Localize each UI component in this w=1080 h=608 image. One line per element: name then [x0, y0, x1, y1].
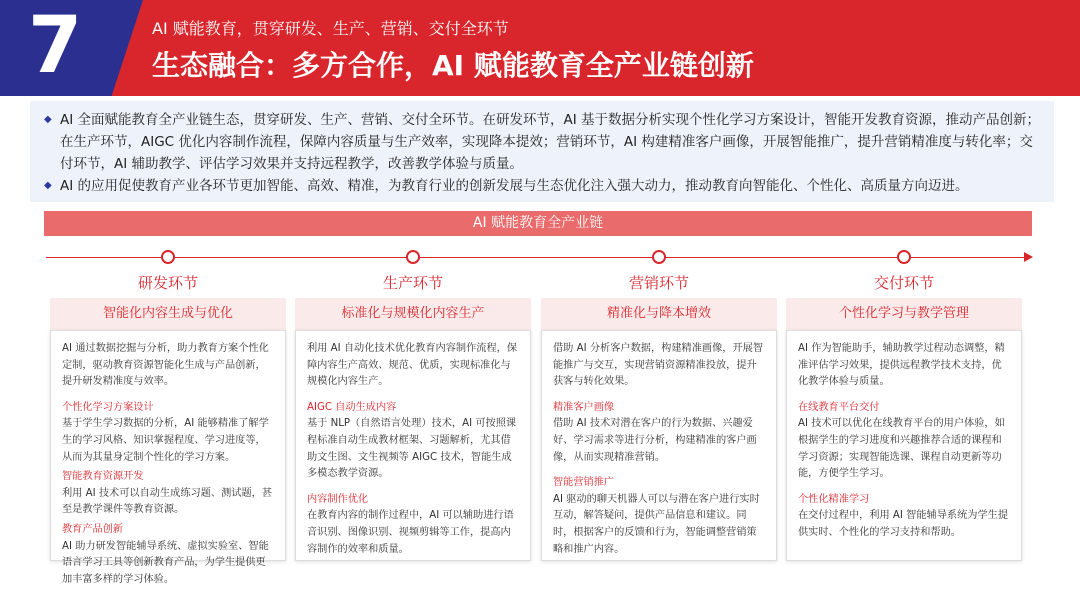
- timeline-line: [46, 257, 1026, 258]
- card-section-text: AI 驱动的聊天机器人可以与潜在客户进行实时互动，解答疑问，提供产品信息和建议。同时，根据客户的反馈和行为，智能调整营销策略和推广内容。: [553, 493, 760, 555]
- card-section-title: 内容制作优化: [307, 493, 369, 505]
- card-section-title: 智能营销推广: [553, 477, 615, 489]
- card-section-title: 个性化精准学习: [798, 493, 870, 505]
- page-subtitle: AI 赋能教育，贯穿研发、生产、营销、交付全环节: [152, 19, 509, 38]
- timeline-dot-icon: [406, 250, 420, 264]
- diamond-bullet-icon: ◆: [44, 180, 52, 191]
- stage-card-research: [50, 330, 286, 585]
- timeline-dot-icon: [897, 250, 911, 264]
- card-section-title: 精准客户画像: [553, 401, 615, 413]
- section-number: 7: [28, 1, 83, 91]
- timeline-arrow-icon: [1024, 252, 1033, 262]
- chain-title-bar: AI 赋能教育全产业链: [44, 211, 1032, 236]
- stage-heading-production: 标准化与规模化内容生产: [295, 298, 531, 330]
- card-section-text: 在交付过程中，利用 AI 智能辅导系统为学生提供实时、个性化的学习支持和帮助。: [798, 510, 1009, 538]
- card-section-text: 基于学生学习数据的分析，AI 能够精准了解学生的学习风格、知识掌握程度、学习进度等，从而为其量身定制个性化的学习方案。: [62, 418, 269, 463]
- card-section-text: 在教育内容的制作过程中，AI 可以辅助进行语音识别、图像识别、视频剪辑等工作，提高内容制作的效率和质量。: [307, 510, 514, 555]
- stage-label-delivery: 交付环节: [873, 274, 934, 292]
- summary-text: AI 全面赋能教育全产业链生态，贯穿研发、生产、营销、交付全环节。在研发环节，AI 基于数据分析实现个性化学习方案设计，智能开发教育资源，推动产品创新；在生产环节，AIGC 优化内容制作流程，保障内容质量与生产效率，实现降本提效；营销环节，AI 构建精准客户画像，开展智能推广，提升营销精准度与转化率；交付环节，AI 辅助教学、评估学习效果并支持远程教学，改善教学体验与质量。: [60, 112, 1041, 172]
- diamond-bullet-icon: ◆: [44, 114, 52, 125]
- timeline-dot-icon: [161, 250, 175, 264]
- stage-card-delivery: [786, 330, 1022, 561]
- card-section-title: 教育产品创新: [62, 523, 124, 535]
- summary-item: [44, 109, 1040, 175]
- card-intro: AI 作为智能助手，辅助教学过程动态调整，精准评估学习效果，提供远程教学技术支持，优化教学体验与质量。: [798, 343, 1005, 388]
- stage-label-research: 研发环节: [137, 274, 198, 292]
- page-header: [0, 0, 1080, 96]
- stage-label-marketing: 营销环节: [628, 274, 689, 292]
- stage-heading-delivery: 个性化学习与教学管理: [786, 298, 1022, 330]
- stage-label-production: 生产环节: [382, 274, 443, 292]
- card-section-title: 在线教育平台交付: [798, 401, 880, 413]
- stage-heading-research: 智能化内容生成与优化: [50, 298, 286, 330]
- card-section-text: 利用 AI 技术可以自动生成练习题、测试题，甚至是教学课件等教育资源。: [62, 487, 273, 516]
- card-section-text: AI 助力研发智能辅导系统、虚拟实验室、智能语言学习工具等创新教育产品，为学生提供更加丰富多样的学习体验。: [62, 540, 269, 585]
- card-section-text: 借助 AI 技术对潜在客户的行为数据、兴趣爱好、学习需求等进行分析，构建精准的客户画像，从而实现精准营销。: [553, 418, 757, 463]
- summary-text: AI 的应用促使教育产业各环节更加智能、高效、精准，为教育行业的创新发展与生态优化注入强大动力，推动教育向智能化、个性化、高质量方向迈进。: [60, 178, 969, 194]
- stage-card-production: [295, 330, 531, 561]
- stage-heading-marketing: 精准化与降本增效: [541, 298, 777, 330]
- card-section-text: AI 技术可以优化在线教育平台的用户体验，如根据学生的学习进度和兴趣推荐合适的课程和学习资源；实现智能选课、课程自动更新等功能，方便学生学习。: [798, 418, 1005, 480]
- timeline-dot-icon: [652, 250, 666, 264]
- card-section-title: 个性化学习方案设计: [62, 401, 154, 413]
- stage-card-marketing: [541, 330, 777, 561]
- card-section-title: AIGC 自动生成内容: [307, 401, 397, 413]
- card-intro: 利用 AI 自动化技术优化教育内容制作流程，保障内容生产高效、规范、优质，实现标准化与规模化内容生产。: [307, 343, 518, 388]
- summary-box: [30, 101, 1054, 202]
- card-intro: 借助 AI 分析客户数据，构建精准画像，开展智能推广与交互，实现营销资源精准投放，提升获客与转化效果。: [553, 343, 764, 388]
- card-section-title: 智能教育资源开发: [62, 471, 144, 483]
- card-intro: AI 通过数据挖掘与分析，助力教育方案个性化定制，驱动教育资源智能化生成与产品创新，提升研发精准度与效率。: [62, 343, 269, 388]
- card-section-text: 基于 NLP（自然语言处理）技术，AI 可按照课程标准自动生成教材框架、习题解析，尤其借助文生图、文生视频等 AIGC 技术，智能生成多模态教学资源。: [307, 418, 517, 480]
- page-title: 生态融合：多方合作，AI 赋能教育全产业链创新: [152, 49, 754, 82]
- summary-item: [44, 175, 1040, 197]
